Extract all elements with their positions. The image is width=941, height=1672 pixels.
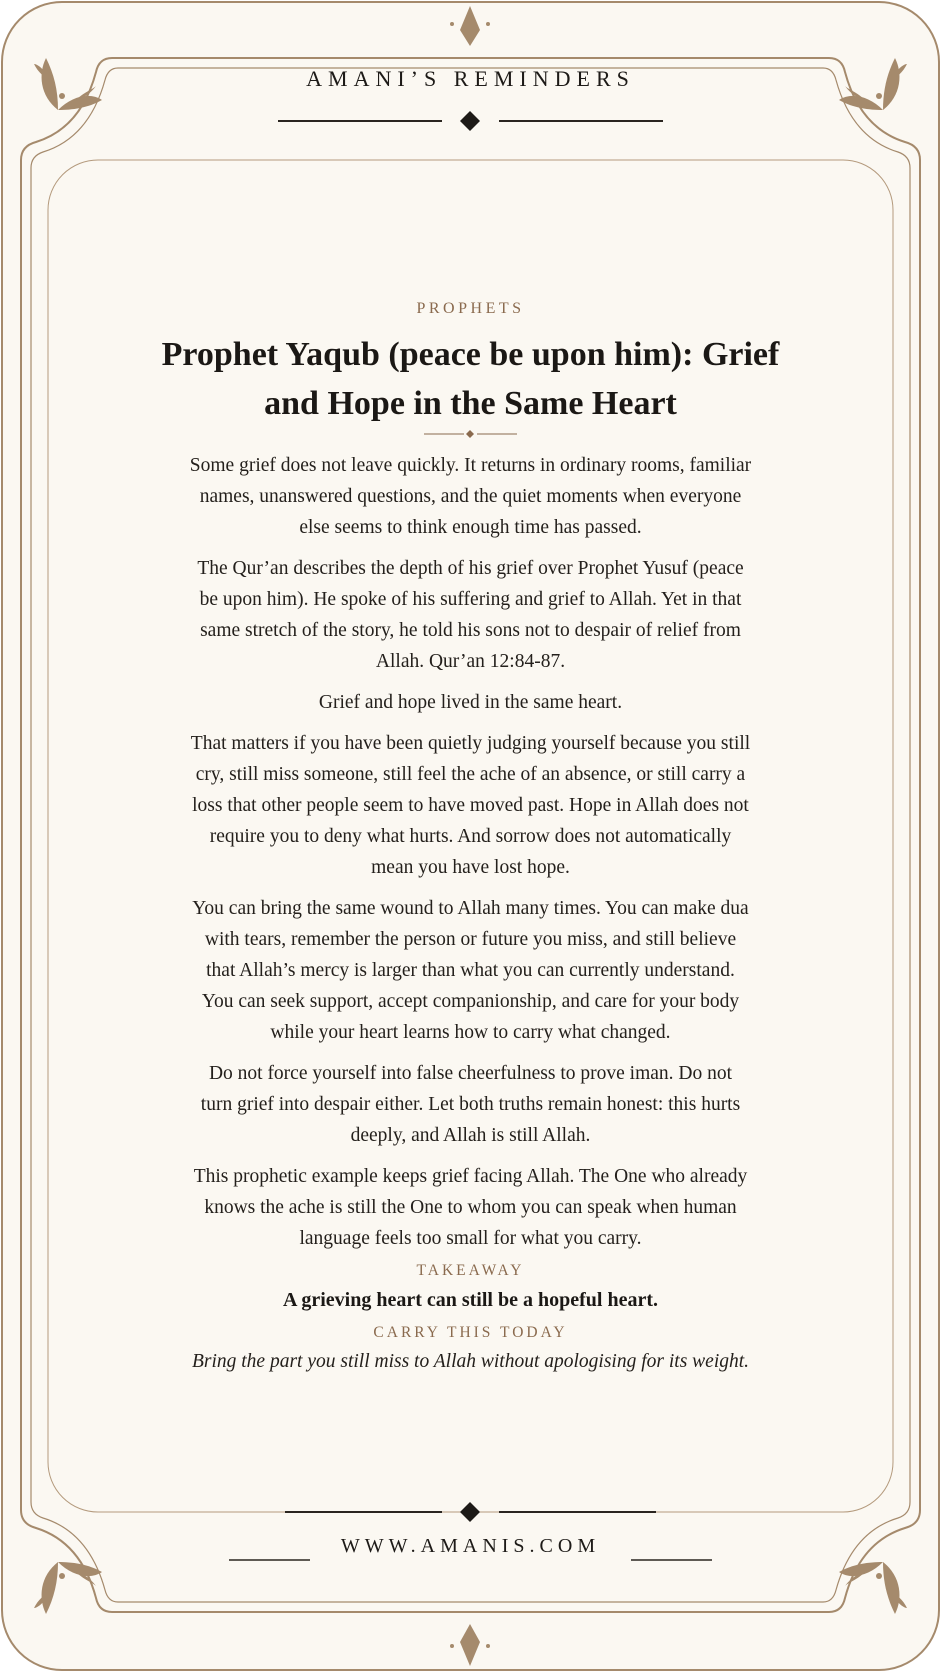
article-title <box>0 330 941 428</box>
title-line: and Hope in the Same Heart <box>264 385 677 422</box>
website-link[interactable]: WWW.AMANIS.COM <box>340 1535 601 1557</box>
paragraph: The Qur’an describes the depth of his grief over Prophet Yusuf (peace be upon him). He spoke of his suffering and grief to Allah. Yet in that same stretch of the story, he told his sons not to despair of relief from Allah. Qur’an 12:84-87. <box>197 558 744 672</box>
paragraph: You can bring the same wound to Allah many times. You can make dua with tears, remember the person or future you miss, and still believe that Allah’s mercy is larger than what you can currently understand. You can seek support, accept companionship, and care for your body while your heart learns how to carry what changed. <box>192 898 749 1043</box>
takeaway-text: A grieving heart can still be a hopeful heart. <box>283 1289 658 1311</box>
takeaway-label: TAKEAWAY <box>416 1262 525 1279</box>
paragraph: Some grief does not leave quickly. It returns in ordinary rooms, familiar names, unanswered questions, and the quiet moments when everyone else seems to think enough time has passed. <box>189 455 752 538</box>
title-line: Prophet Yaqub (peace be upon him): Grief <box>161 336 780 373</box>
carry-text: Bring the part you still miss to Allah without apologising for its weight. <box>191 1351 750 1372</box>
paragraph: Grief and hope lived in the same heart. <box>318 692 623 713</box>
paragraph: Do not force yourself into false cheerfulness to prove iman. Do not turn grief into despair either. Let both truths remain honest: this hurts deeply, and Allah is still Allah. <box>200 1063 741 1146</box>
category-label: PROPHETS <box>416 300 525 317</box>
paragraph: That matters if you have been quietly judging yourself because you still cry, still miss someone, still feel the ache of an absence, or still carry a loss that other people seem to have moved past. Hope in Allah does not require you to deny what hurts. And sorrow does not automatically mean you have lost hope. <box>190 733 751 878</box>
paragraph: This prophetic example keeps grief facing Allah. The One who already knows the ache is still the One to whom you can speak when human language feels too small for what you carry. <box>193 1166 748 1249</box>
article-body <box>138 450 803 1376</box>
carry-label: CARRY THIS TODAY <box>373 1324 568 1341</box>
brand-name: AMANI’S REMINDERS <box>306 66 635 91</box>
